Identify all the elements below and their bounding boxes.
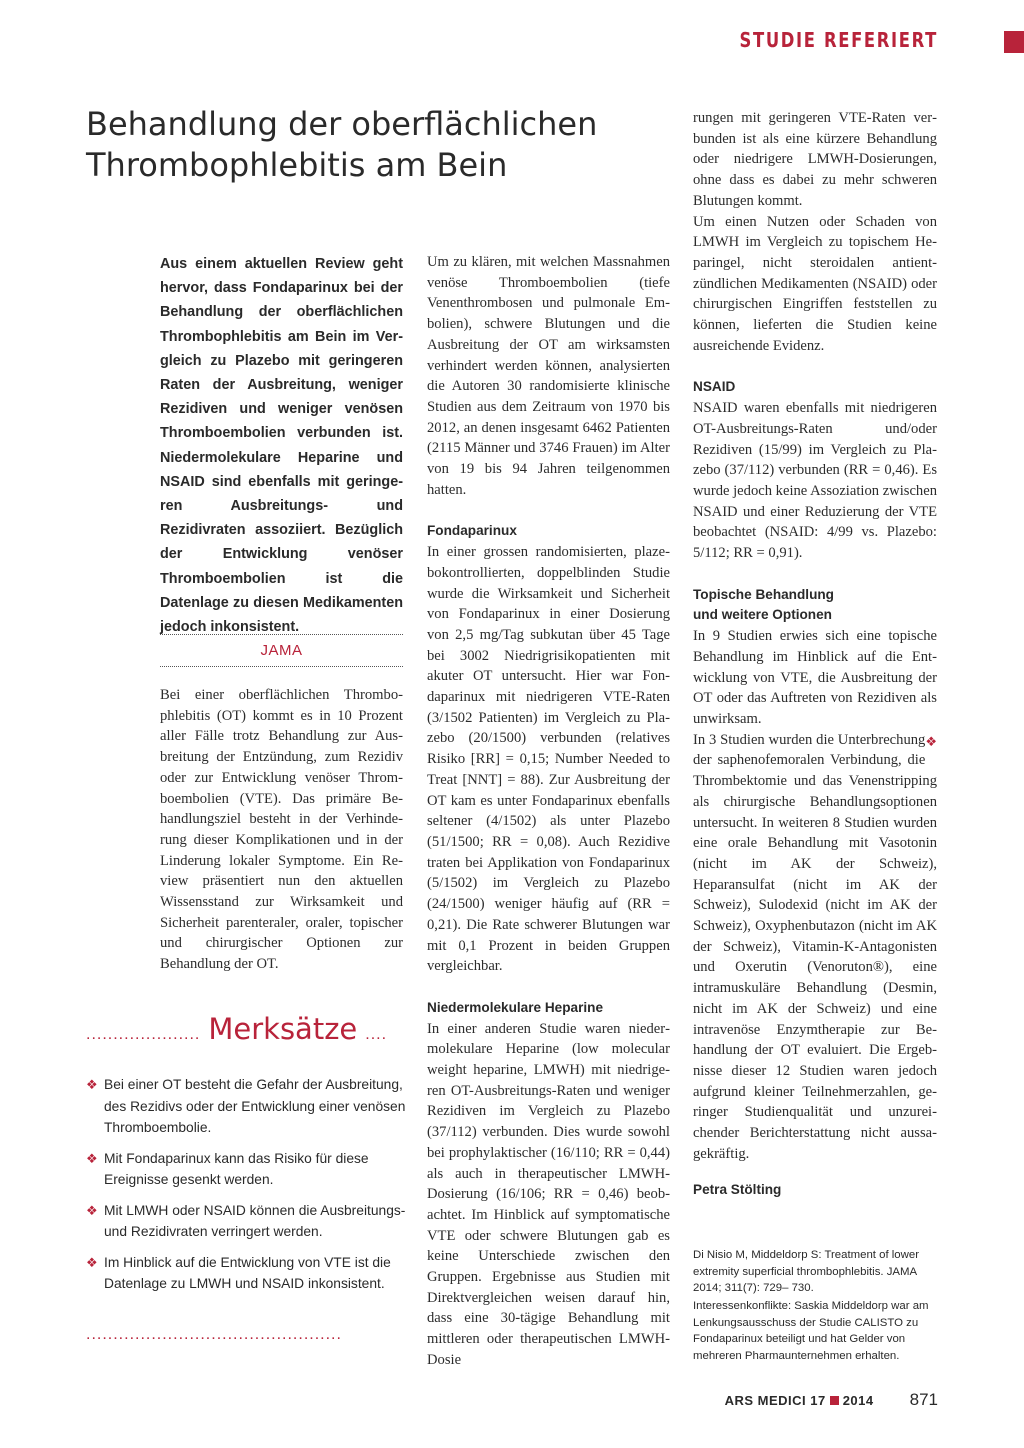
diamond-bullet-icon: ❖ <box>86 1077 98 1092</box>
heading-topische-line-1: Topische Behandlung <box>693 586 834 602</box>
journal-year: 2014 <box>842 1393 874 1408</box>
merksatz-item <box>86 1252 406 1295</box>
column-2 <box>427 252 670 1371</box>
heading-topische-behandlung <box>693 585 937 626</box>
title-line-2: Thrombophlebitis am Bein <box>86 146 508 184</box>
page-footer <box>725 1390 938 1410</box>
topisch-paragraph-1: In 9 Studien erwies sich eine topische Behandlung im Hinblick auf die Entwicklung von VTE, die Ausbreitung der OT oder das Auftreten von Rezidiven als unwirksam. <box>693 628 937 727</box>
heading-niedermolekulare-heparine: Niedermolekulare Heparine <box>427 999 604 1015</box>
merksatz-text: Bei einer OT besteht die Gefahr der Ausbreitung, des Rezidivs oder der Entwicklung einer venösen Thromboembolie. <box>104 1077 406 1135</box>
merksatz-text: Im Hinblick auf die Entwicklung von VTE ist die Datenlage zu LMWH und NSAID inkonsistent. <box>104 1254 391 1291</box>
merksatz-item <box>86 1200 406 1243</box>
heparine-paragraph: In einer anderen Studie waren niedermolekulare Heparine (low molecular weight heparine, LMWH) mit niedrigeren OT-Ausbreitungs-Raten und weniger Rezidiven im Vergleich zu Plazebo (37/112) verbunden. Dies wurde sowohl bei prophylaktischer (16/110; RR = 0,44) als auch in therapeutischer LMWH-Dosierung (16/106; RR = 0,46) beobachtet. Im Hinblick auf symptomatische VTE oder schwere Blutungen gab es keine Unterschiede zwischen den Gruppen. Ergebnisse aus Studien mit Direktvergleichen weisen darauf hin, dass eine 30-tägige Behandlung mit mittleren oder therapeutischen LMWH-Dosie <box>427 1020 670 1368</box>
conflict-of-interest: Interessenkonflikte: Saskia Middeldorp war am Lenkungsausschuss der Studie CALISTO zu Fondaparinux beteiligt und hat Gelder von mehreren Pharmaunternehmen erhalten. <box>693 1300 929 1362</box>
merksaetze-dots-left: ..................... <box>86 1026 201 1043</box>
source-divider-top <box>160 634 403 635</box>
heading-topische-line-2: und weitere Optionen <box>693 607 832 623</box>
footer-square-icon <box>830 1396 839 1405</box>
continuation-paragraph: rungen mit geringeren VTE-Raten verbunden ist als eine kürzere Behandlung oder niedrigere LMWH-Dosierungen, ohne dass es dabei zu mehr schweren Blutungen kommt. <box>693 110 937 209</box>
topisch-paragraph-2 <box>693 730 937 1165</box>
fondaparinux-paragraph: In einer grossen randomisierten, plazebokontrollierten, doppelblinden Studie wurde die Wirksamkeit und Sicherheit von Fondaparinux in einer Dosierung von 2,5 mg/Tag subkutan über 45 Tage bei 3002 Niedrigrisikopatienten mit akuter OT untersucht. Hier war Fondaparinux mit niedrigeren VTE-Raten (3/1502 Patienten) im Vergleich zu Plazebo (20/1500) verbunden (relatives Risiko [RR] = 0,15; Number Needed to Treat [NNT] = 88). Zur Ausbreitung der OT kam es unter Fondaparinux ebenfalls seltener (4/1502) als unter Plazebo (51/1500; RR = 0,08). Auch Rezidive traten bei Applikation von Fondaparinux (5/1502) im Vergleich zu Plazebo (24/1500) weniger häufig auf (RR = 0,21). Die Rate schwerer Blutungen war mit 0,1 Prozent in beiden Gruppen vergleichbar. <box>427 544 670 975</box>
page-number: 871 <box>909 1390 938 1409</box>
evidence-paragraph: Um einen Nutzen oder Schaden von LMWH im Vergleich zu topischem Heparingel, nicht steroidalen antientzündlichen Medikamenten (NSAID) oder chirurgischen Eingriffen feststellen zu können, lieferten die Studien keine ausreichende Evidenz. <box>693 213 937 354</box>
heading-fondaparinux: Fondaparinux <box>427 523 517 539</box>
end-mark-icon: ❖ <box>925 733 937 749</box>
rubric-color-block <box>1004 31 1024 53</box>
merksaetze-dots-right: .... <box>365 1026 388 1043</box>
section-rubric: STUDIE REFERIERT <box>739 28 938 52</box>
merksatz-item <box>86 1148 406 1191</box>
merksaetze-dots-bottom: ............................................... <box>86 1326 342 1343</box>
journal-name: ARS MEDICI 17 <box>724 1393 826 1408</box>
merksatz-item <box>86 1074 406 1139</box>
merksaetze-title: Merksätze <box>208 1012 358 1046</box>
merksatz-text: Mit LMWH oder NSAID können die Ausbreitungs- und Rezidivraten verringert werden. <box>104 1202 406 1239</box>
topisch-paragraph-2-text: In 3 Studien wurden die Unterbrechung der saphenofemoralen Verbindung, die Thrombektomie und das Venenstripping als chirurgische Behandlungsoptionen untersucht. In weiteren 8 Studien wurden eine orale Behandlung mit Vasotonin (nicht im AK der Schweiz), Heparansulfat (nicht im AK der Schweiz), Sulodexid (nicht im AK der Schweiz), Oxyphenbutazon (nicht im AK der Schweiz), Vitamin-K-Antagonisten und Oxerutin (Venoruton®), eine intramuskuläre Behandlung (Desmin, nicht im AK der Schweiz) und eine intravenöse Enzymtherapie zur Behandlung der OT evaluiert. Die Ergebnisse dieser 12 Studien waren jedoch aufgrund kleiner Teilnehmerzahlen, geringer Studienqualität und unzureichender Berichterstattung nicht aussagekräftig. <box>693 731 937 1162</box>
source-label: JAMA <box>260 642 303 659</box>
nsaid-paragraph: NSAID waren ebenfalls mit niedrigeren OT-Ausbreitungs-Raten und/oder Rezidiven (15/99) im Vergleich zu Plazebo (37/112) verbunden (RR = 0,46). Es wurde jedoch keine Assoziation zwischen NSAID und einer Reduzierung der VTE beobachtet (NSAID: 4/99 vs. Plazebo: 5/112; RR = 0,91). <box>693 400 937 562</box>
methods-paragraph: Um zu klären, mit welchen Massnahmen venöse Thromboembolien (tiefe Venenthrombosen und pulmonale Embolien), schwere Blutungen und die Ausbreitung der OT am wirksamsten verhindert werden können, analysierten die Autoren 30 randomisierte klinische Studien aus dem Zeitraum von 1970 bis 2012, an denen insgesamt 6462 Patienten (2115 Männer und 3746 Frauen) im Alter von 19 bis 94 Jahren teilgenommen hatten. <box>427 254 670 498</box>
diamond-bullet-icon: ❖ <box>86 1254 98 1270</box>
column-3 <box>693 108 937 1164</box>
lead-paragraph: Aus einem aktuellen Review geht hervor, dass Fondaparinux bei der Behandlung der oberflächlichen Thrombophlebitis am Bein im Vergleich zu Plazebo mit geringeren Raten der Ausbreitung, weniger Rezidiven und weniger venösen Thromboembolien verbunden ist. Niedermolekulare Heparine und NSAID sind ebenfalls mit geringeren Ausbreitungs- und Rezidivraten assoziiert. Bezüglich der Entwicklung venöser Thromboembolien ist die Datenlage zu diesen Medikamenten jedoch inkonsistent. <box>160 256 403 636</box>
merksatz-text: Mit Fondaparinux kann das Risiko für diese Ereignisse gesenkt werden. <box>104 1150 369 1187</box>
merksaetze-list <box>86 1074 406 1304</box>
heading-nsaid: NSAID <box>693 379 736 395</box>
diamond-bullet-icon: ❖ <box>86 1150 98 1166</box>
author-name: Petra Stölting <box>693 1182 782 1197</box>
merksaetze-header <box>86 1012 404 1046</box>
article-title <box>86 104 666 186</box>
intro-paragraph: Bei einer oberflächlichen Thrombophlebitis (OT) kommt es in 10 Prozent aller Fälle trotz Behandlung zur Ausbreitung der Entzündung, zum Rezidiv oder zur Entwicklung venöser Thromboembolien (VTE). Das primäre Behandlungsziel besteht in der Verhinderung dieser Komplikationen und in der Linderung lokaler Symptome. Ein Review präsentiert nun den aktuellen Wissensstand zur Wirksamkeit und Sicherheit parenteraler, oraler, topischer und chirurgischer Optionen zur Behandlung der OT. <box>160 687 403 973</box>
reference: Di Nisio M, Middeldorp S: Treatment of lower extremity superficial thrombophlebitis. JAMA 2014; 311(7): 729– 730. <box>693 1249 919 1294</box>
diamond-bullet-icon: ❖ <box>86 1202 98 1218</box>
source-divider-bottom <box>160 666 403 667</box>
title-line-1: Behandlung der oberflächlichen <box>86 105 598 143</box>
